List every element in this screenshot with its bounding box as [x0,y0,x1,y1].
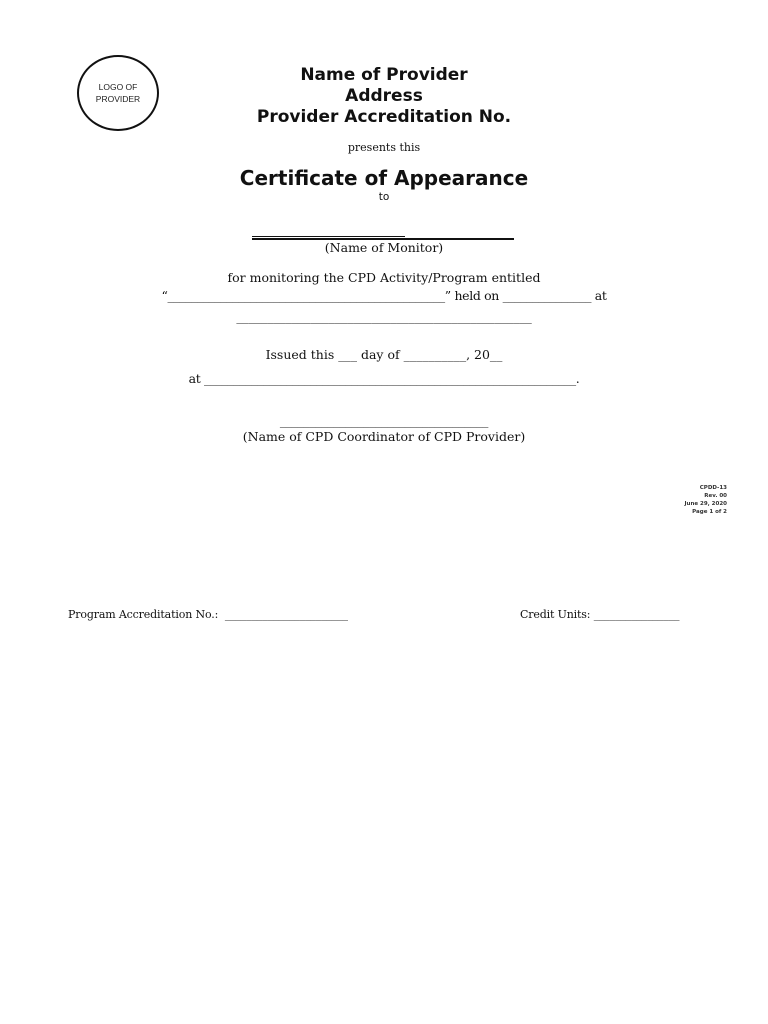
program-accreditation-field: Program Accreditation No.: _______________________ [68,608,348,621]
document-date: June 29, 2020 [684,501,727,507]
activity-intro: for monitoring the CPD Activity/Program entitled [227,270,541,285]
activity-title-held-on: “_______________________________________________” held on _______________ at [161,288,607,303]
document-code: CPDD-13 [699,485,727,491]
activity-venue-line: ________________________________________________ [236,309,532,324]
provider-address: Address [345,86,423,106]
issued-date: Issued this ___ day of __________, 20__ [265,347,503,362]
presents-text: presents this [347,141,421,154]
document-page: Page 1 of 2 [692,509,727,515]
certificate-title: Certificate of Appearance [239,166,529,190]
coordinator-signature-line: ___________________________________ [279,413,489,428]
document-revision: Rev. 00 [704,493,727,499]
issued-place: at _______________________________________________________________. [188,371,580,386]
credit-units-field: Credit Units: ________________ [520,608,680,621]
provider-accreditation: Provider Accreditation No. [256,107,512,127]
to-text: to [378,191,390,203]
logo-text-line2: PROVIDER [95,94,141,104]
logo-text-line1: LOGO OF [98,82,138,92]
monitor-name-line-upper [252,236,405,237]
monitor-caption: (Name of Monitor) [324,240,444,255]
provider-name: Name of Provider [300,65,468,85]
document-control-block [685,484,728,516]
coordinator-caption: (Name of CPD Coordinator of CPD Provider) [242,429,526,444]
